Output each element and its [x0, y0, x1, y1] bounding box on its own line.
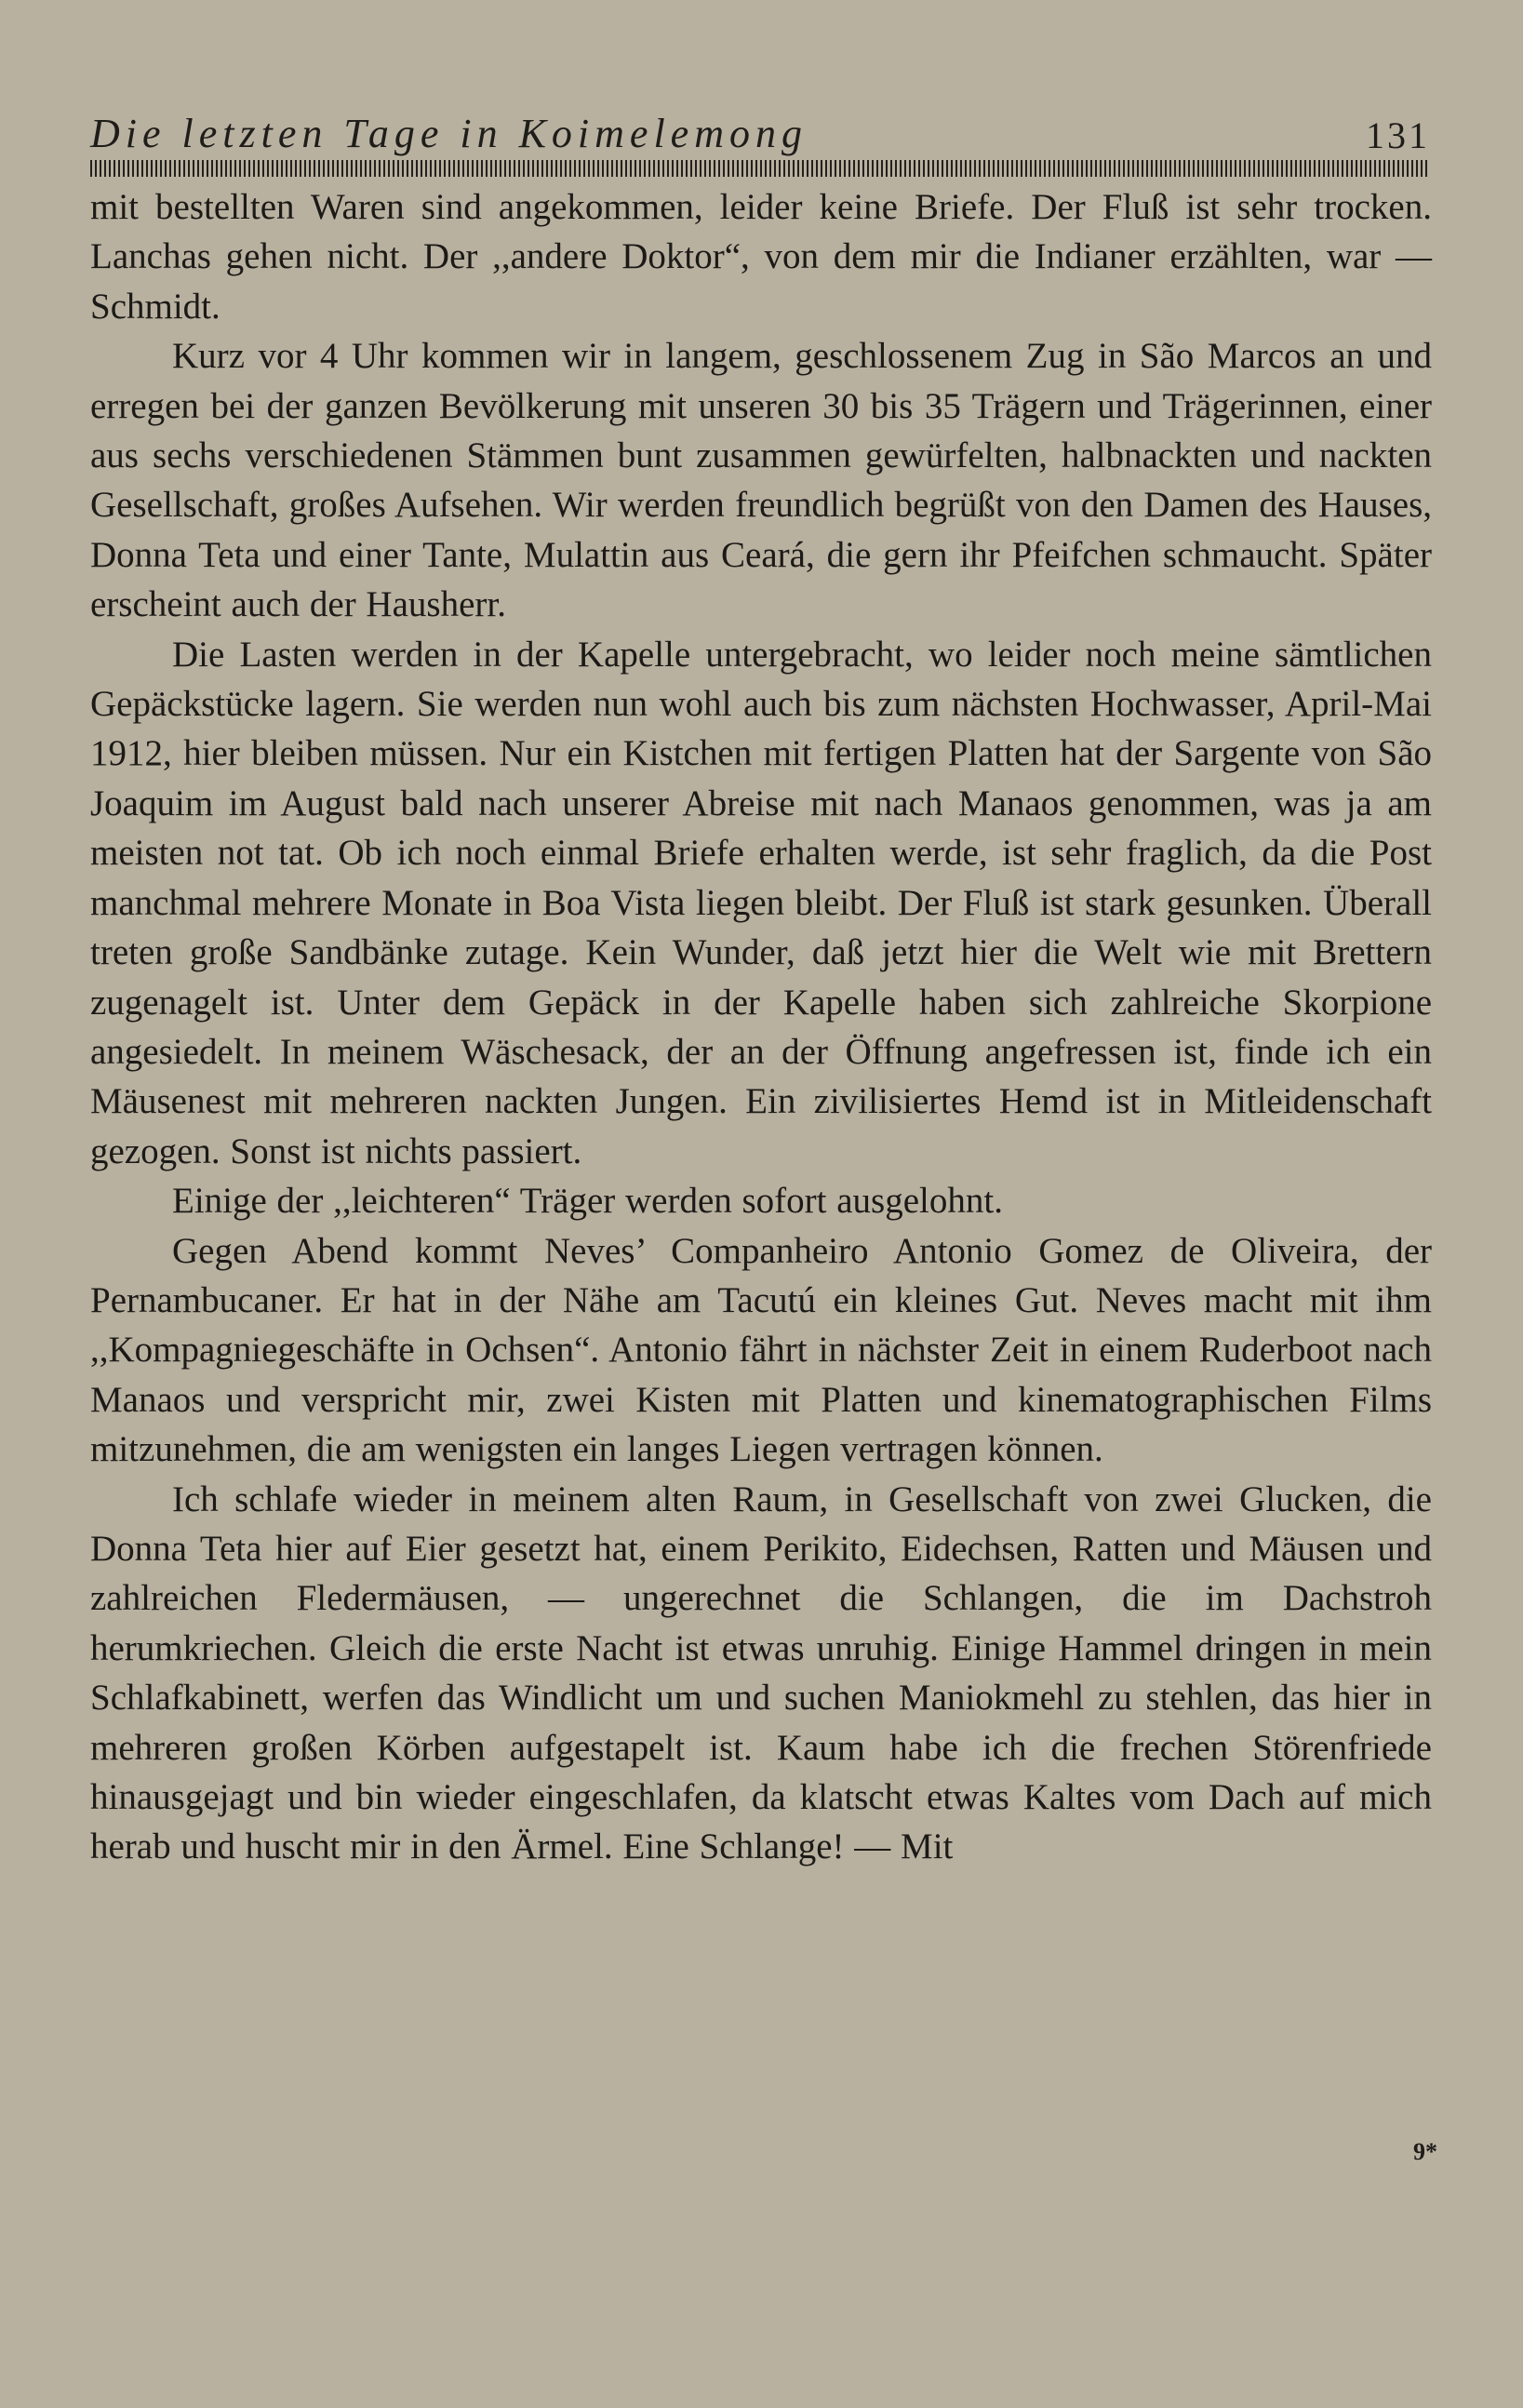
page-number: 131: [1366, 114, 1430, 156]
page-header: [90, 110, 1430, 162]
paragraph-1: mit bestellten Waren sind angekommen, leider keine Briefe. Der Fluß ist sehr trocken. Lanchas gehen nicht. Der ,,andere Doktor“, von dem mir die Indianer erzählten, war — Schmidt.: [90, 187, 1432, 327]
header-rule: [90, 160, 1430, 177]
body-text: [90, 182, 1432, 1872]
paragraph-2: Kurz vor 4 Uhr kommen wir in langem, geschlossenem Zug in São Marcos an und erregen bei der ganzen Bevölkerung mit unseren 30 bis 35 Trägern und Trägerinnen, einer aus sechs verschiedenen Stämmen bunt zusammen gewürfelten, halbnackten und nackten Gesellschaft, großes Aufsehen. Wir werden freundlich begrüßt von den Damen des Hauses, Donna Teta und einer Tante, Mulattin aus Ceará, die gern ihr Pfeifchen schmaucht. Später erscheint auch der Hausherr.: [90, 336, 1432, 625]
paragraph-6: Ich schlafe wieder in meinem alten Raum, in Gesellschaft von zwei Glucken, die Donna Teta hier auf Eier gesetzt hat, einem Perikito, Eidechsen, Ratten und Mäusen und zahlreichen Fledermäusen, — ungerechnet die Schlangen, die im Dachstroh herumkriechen. Gleich die erste Nacht ist etwas unruhig. Einige Hammel dringen in mein Schlafkabinett, werfen das Windlicht um und suchen Maniokmehl zu stehlen, das hier in mehreren großen Körben aufgestapelt ist. Kaum habe ich die frechen Störenfriede hinausgejagt und bin wieder eingeschlafen, da klatscht etwas Kaltes vom Dach auf mich herab und huscht mir in den Ärmel. Eine Schlange! — Mit: [90, 1478, 1432, 1867]
signature-mark: 9*: [1413, 2138, 1437, 2165]
running-title: Die letzten Tage in Koimelemong: [90, 111, 808, 156]
paragraph-3: Die Lasten werden in der Kapelle untergebracht, wo leider noch meine sämtlichen Gepäckstücke lagern. Sie werden nun wohl auch bis zum nächsten Hochwasser, April-Mai 1912, hier bleiben müssen. Nur ein Kistchen mit fertigen Platten hat der Sargente von São Joaquim im August bald nach unserer Abreise mit nach Manaos genommen, was ja am meisten not tat. Ob ich noch einmal Briefe erhalten werde, ist sehr fraglich, da die Post manchmal mehrere Monate in Boa Vista liegen bleibt. Der Fluß ist stark gesunken. Überall treten große Sandbänke zutage. Kein Wunder, daß jetzt hier die Welt wie mit Brettern zugenagelt ist. Unter dem Gepäck in der Kapelle haben sich zahlreiche Skorpione angesiedelt. In meinem Wäschesack, der an der Öffnung angefressen ist, finde ich ein Mäusenest mit mehreren nackten Jungen. Ein zivilisiertes Hemd ist in Mitleidenschaft gezogen. Sonst ist nichts passiert.: [90, 634, 1432, 1171]
paragraph-5: Gegen Abend kommt Neves’ Companheiro Antonio Gomez de Oliveira, der Pernambucaner. Er hat in der Nähe am Tacutú ein kleines Gut. Neves macht mit ihm ,,Kompagniegeschäfte in Ochsen“. Antonio fährt in nächster Zeit in einem Ruderboot nach Manaos und verspricht mir, zwei Kisten mit Platten und kinematographischen Films mitzunehmen, die am wenigsten ein langes Liegen vertragen können.: [90, 1230, 1432, 1470]
paragraph-4: Einige der ,,leichteren“ Träger werden sofort ausgelohnt.: [172, 1181, 1003, 1222]
